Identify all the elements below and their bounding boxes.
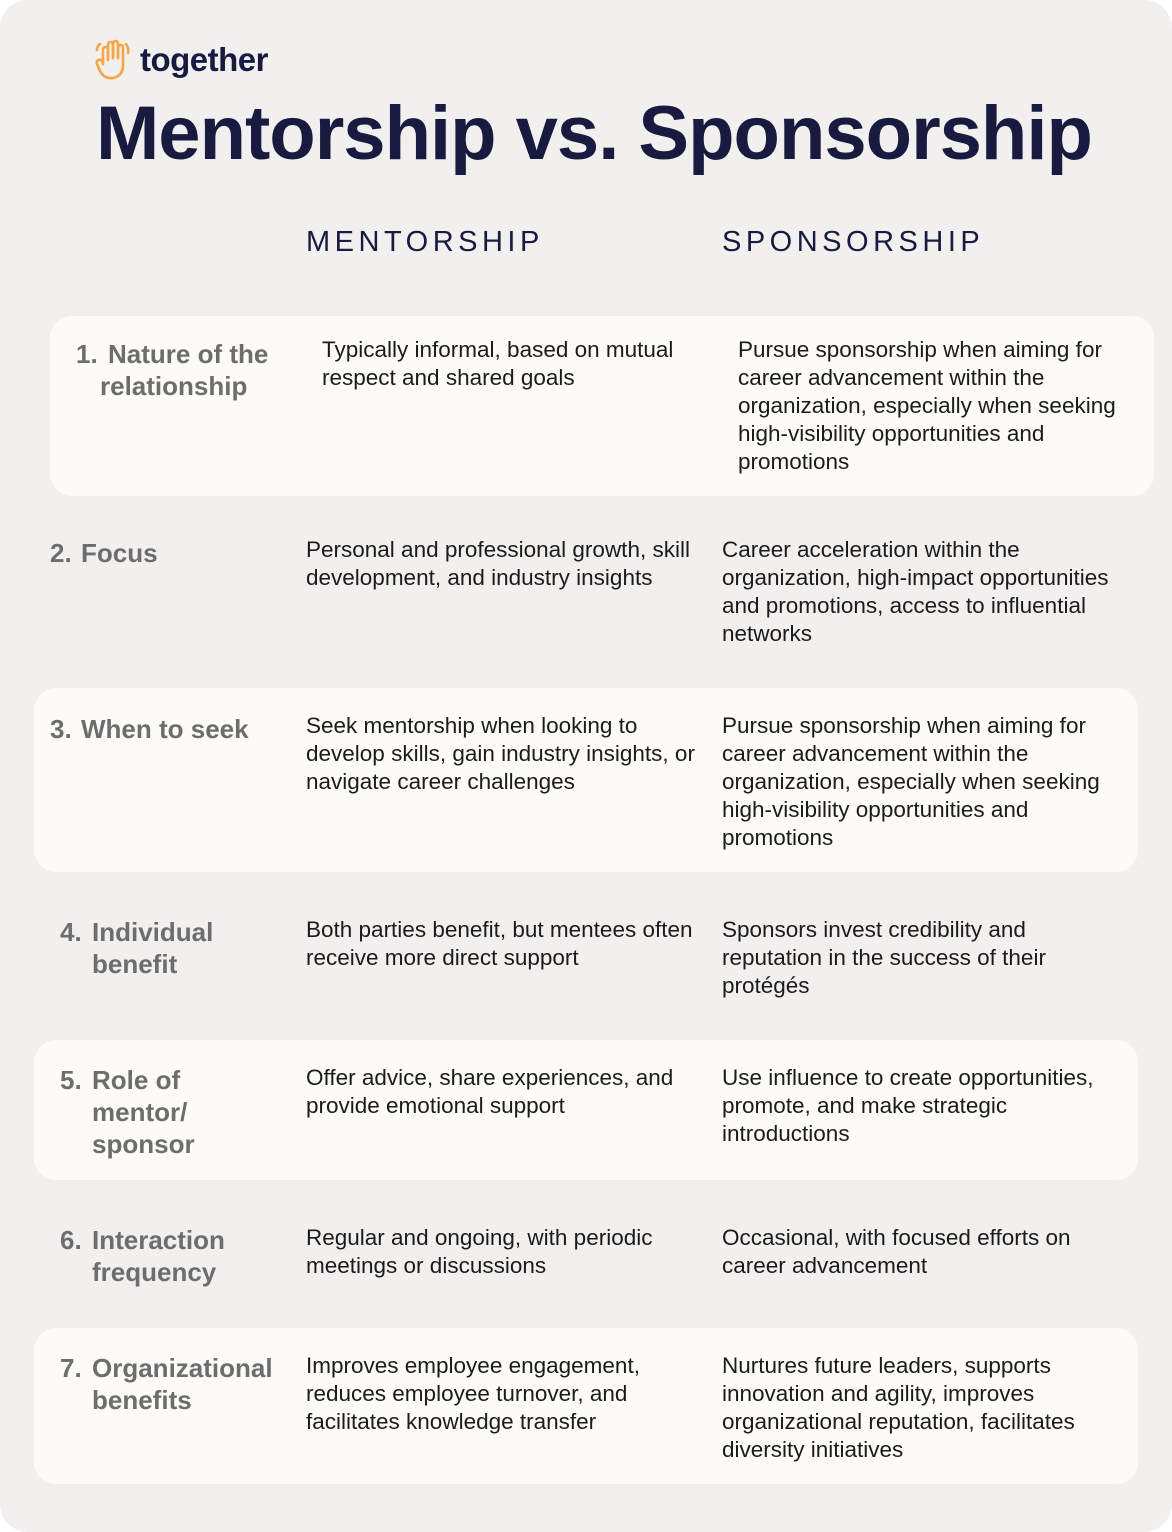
mentorship-cell: Typically informal, based on mutual respect and shared goals	[322, 337, 674, 390]
mentorship-cell: Seek mentorship when looking to develop skills, gain industry insights, or navigate career challenges	[306, 713, 695, 794]
row-label	[60, 1064, 260, 1160]
table-row	[34, 688, 1138, 872]
row-number: 3.	[50, 714, 72, 744]
table-row	[34, 520, 1138, 670]
mentorship-cell: Regular and ongoing, with periodic meetings or discussions	[306, 1225, 653, 1278]
row-label-text: Focus	[81, 538, 158, 568]
brand-name: together	[140, 41, 268, 78]
row-label-text: Role of mentor/ sponsor	[92, 1065, 195, 1159]
row-label	[76, 338, 302, 402]
mentorship-cell: Both parties benefit, but mentees often receive more direct support	[306, 917, 693, 970]
sponsorship-cell: Pursue sponsorship when aiming for career advancement within the organization, especially when seeking high-visibility opportunities and promotions	[738, 337, 1116, 474]
table-row	[34, 1328, 1138, 1484]
sponsorship-cell: Nurtures future leaders, supports innovation and agility, improves organizational reputation, facilitates diversity initiatives	[722, 1353, 1075, 1462]
table-row	[34, 1200, 1138, 1310]
mentorship-cell: Personal and professional growth, skill development, and industry insights	[306, 537, 690, 590]
row-number: 4.	[60, 917, 82, 947]
row-label	[60, 1224, 280, 1288]
column-header-sponsorship: SPONSORSHIP	[722, 226, 985, 258]
brand-logo	[94, 38, 268, 82]
row-number: 5.	[60, 1065, 82, 1095]
waving-hand-icon	[94, 38, 132, 82]
sponsorship-cell: Sponsors invest credibility and reputation in the success of their protégés	[722, 917, 1046, 998]
table-row	[34, 1040, 1138, 1180]
table-row	[34, 892, 1138, 1032]
row-label-text: Organizational benefits	[92, 1353, 273, 1415]
sponsorship-cell: Career acceleration within the organization, high-impact opportunities and promotions, access to influential networks	[722, 537, 1109, 646]
row-label	[60, 1352, 290, 1416]
row-label	[50, 537, 290, 569]
row-label	[50, 713, 290, 745]
row-label-text: Individual benefit	[92, 917, 214, 979]
mentorship-cell: Offer advice, share experiences, and provide emotional support	[306, 1065, 674, 1118]
row-label-text: Nature of the relationship	[100, 339, 269, 401]
row-number: 7.	[60, 1353, 82, 1383]
row-number: 1.	[76, 339, 98, 369]
page-title: Mentorship vs. Sponsorship	[96, 91, 1092, 176]
mentorship-cell: Improves employee engagement, reduces employee turnover, and facilitates knowledge transfer	[306, 1353, 640, 1434]
column-header-mentorship: MENTORSHIP	[306, 226, 544, 258]
sponsorship-cell: Use influence to create opportunities, promote, and make strategic introductions	[722, 1065, 1094, 1146]
sponsorship-cell: Occasional, with focused efforts on career advancement	[722, 1225, 1071, 1278]
row-number: 6.	[60, 1225, 82, 1255]
row-number: 2.	[50, 538, 72, 568]
row-label	[60, 916, 280, 980]
sponsorship-cell: Pursue sponsorship when aiming for career advancement within the organization, especially when seeking high-visibility opportunities and promotions	[722, 713, 1100, 850]
row-label-text: When to seek	[81, 714, 249, 744]
table-row	[50, 316, 1154, 496]
row-label-text: Interaction frequency	[92, 1225, 225, 1287]
